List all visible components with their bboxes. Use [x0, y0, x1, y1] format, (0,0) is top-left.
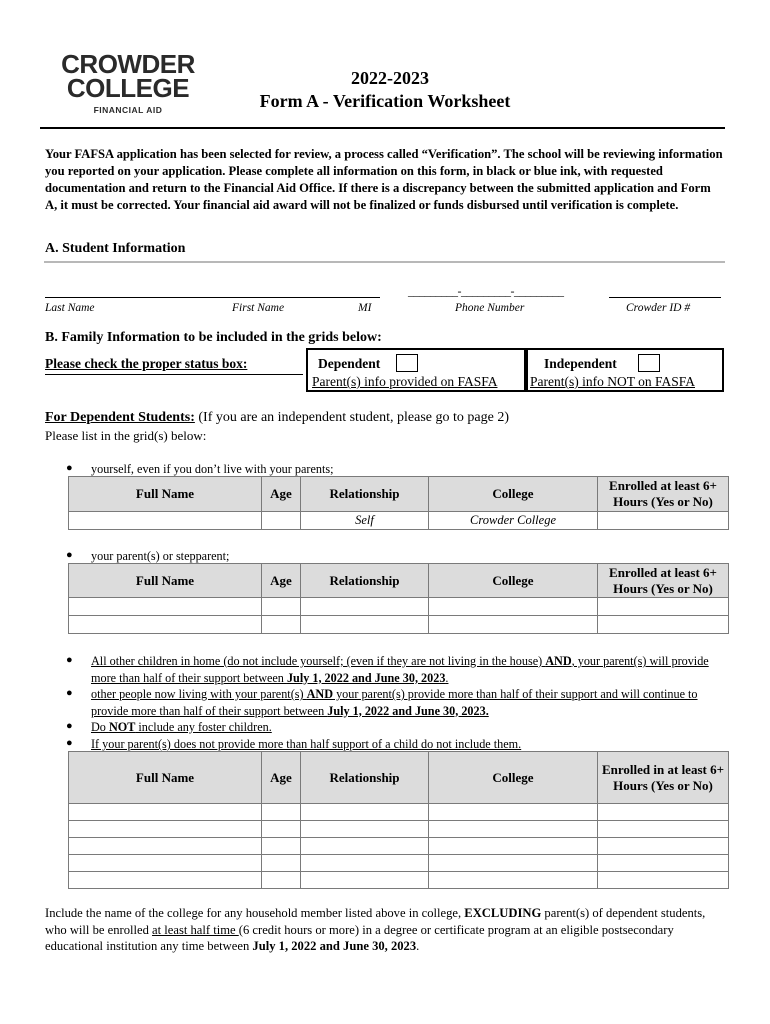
independent-label: Independent [544, 356, 617, 371]
grid3-header-enrolled: Enrolled in at least 6+ Hours (Yes or No) [598, 752, 729, 804]
mi-label: MI [358, 302, 372, 314]
phone-number-label: Phone Number [455, 302, 525, 314]
table-row [69, 512, 729, 530]
dependent-students-line [45, 410, 509, 427]
table-row[interactable] [69, 616, 729, 634]
bullet-dot: ● [66, 737, 73, 749]
section-a-divider [44, 261, 725, 263]
grid3-bullet-foster: Do NOT include any foster children. [91, 720, 272, 734]
last-name-label: Last Name [45, 302, 95, 314]
grid3-bullet-other-people: other people now living with your parent(s) AND your parent(s) provide more than half of their support and will continue to provide more than half of their support between July 1, 2022 and June 30, 2023. [91, 687, 698, 718]
grid3-header-age: Age [262, 752, 301, 804]
independent-status-box [526, 348, 724, 392]
grid-household [68, 751, 729, 889]
grid1-header-college: College [429, 477, 598, 512]
table-row[interactable] [69, 838, 729, 855]
grid1-relationship-cell: Self [301, 512, 429, 530]
status-box-label: Please check the proper status box: [45, 356, 248, 371]
dependent-subtext: Parent(s) info provided on FASFA [312, 374, 498, 389]
grid1-enrolled-cell[interactable] [598, 512, 729, 530]
section-b-title: B. Family Information to be included in the grids below: [45, 330, 382, 345]
table-row[interactable] [69, 855, 729, 872]
dependent-label: Dependent [318, 356, 381, 371]
grid1-header-enrolled: Enrolled at least 6+ Hours (Yes or No) [598, 477, 729, 512]
college-instruction-note: Include the name of the college for any household member listed above in college, EXCLUDING parent(s) of dependent students, who will be enrolled at least half time (6 credit hours or more) in a degree or certificate program at an eligible postsecondary educational institution any time between July 1, 2022 and June 30, 2023. [45, 906, 706, 953]
bullet-dot: ● [66, 654, 73, 666]
bullet-dot: ● [66, 720, 73, 732]
section-a-title: A. Student Information [45, 241, 186, 256]
grid3-header-relationship: Relationship [301, 752, 429, 804]
table-row[interactable] [69, 598, 729, 616]
grid2-header-age: Age [262, 564, 301, 598]
grid2-header-college: College [429, 564, 598, 598]
grid1-college-cell: Crowder College [429, 512, 598, 530]
bullet-dot: ● [66, 687, 73, 699]
crowder-id-field[interactable] [609, 297, 721, 298]
grid1-bullet: yourself, even if you don’t live with your parents; [91, 462, 334, 476]
grid1-header-relationship: Relationship [301, 477, 429, 512]
independent-note: (If you are an independent student, please go to page 2) [194, 410, 509, 425]
independent-subtext: Parent(s) info NOT on FASFA [530, 374, 695, 389]
grid-instruction: Please list in the grid(s) below: [45, 428, 207, 443]
form-title: Form A - Verification Worksheet [259, 91, 511, 111]
grid3-header-full-name: Full Name [69, 752, 262, 804]
grid-yourself [68, 476, 729, 530]
grid2-header-enrolled: Enrolled at least 6+ Hours (Yes or No) [598, 564, 729, 598]
dependent-students-heading: For Dependent Students: [45, 410, 195, 425]
dependent-checkbox[interactable] [396, 354, 418, 372]
grid1-full-name-cell[interactable] [69, 512, 262, 530]
grid3-header-college: College [429, 752, 598, 804]
independent-checkbox[interactable] [638, 354, 660, 372]
logo-line-college: COLLEGE [66, 73, 190, 103]
grid2-header-relationship: Relationship [301, 564, 429, 598]
status-label-rule [45, 374, 303, 375]
table-row[interactable] [69, 804, 729, 821]
form-year: 2022-2023 [351, 68, 429, 88]
grid1-header-full-name: Full Name [69, 477, 262, 512]
grid2-bullet: your parent(s) or stepparent; [91, 549, 230, 563]
phone-number-field[interactable]: _________-_________-_________ [408, 284, 564, 298]
table-row[interactable] [69, 821, 729, 838]
crowder-college-logo [48, 49, 208, 122]
intro-paragraph: Your FAFSA application has been selected for review, a process called “Verification”. The school will be reviewing information you reported on your application. Please complete all information on this form, in black or blue ink, with requested documentation and return to the Financial Aid Office. If there is a discrepancy between the submitted application and Form A, it must be corrected. Your financial aid award will not be finalized or funds disbursed until verification is complete. [45, 147, 723, 212]
logo-line-financial-aid: FINANCIAL AID [93, 105, 163, 115]
grid3-bullet-support: If your parent(s) does not provide more than half support of a child do not include them. [91, 737, 522, 751]
grid-parents [68, 563, 729, 634]
grid1-age-cell[interactable] [262, 512, 301, 530]
logo-line-crowder: CROWDER [61, 49, 195, 79]
first-name-label: First Name [232, 302, 285, 314]
grid2-header-full-name: Full Name [69, 564, 262, 598]
bullet-dot: ● [66, 549, 73, 561]
grid1-header-age: Age [262, 477, 301, 512]
grid3-bullet-children: All other children in home (do not include yourself; (even if they are not living in the house) AND, your parent(s) will provide more than half of their support between July 1, 2022 and June 30, 2023. [91, 654, 709, 685]
table-row[interactable] [69, 872, 729, 889]
crowder-id-label: Crowder ID # [626, 302, 691, 314]
student-name-field[interactable] [45, 297, 380, 298]
header-divider [40, 127, 725, 129]
bullet-dot: ● [66, 462, 73, 474]
dependent-status-box [306, 348, 526, 392]
